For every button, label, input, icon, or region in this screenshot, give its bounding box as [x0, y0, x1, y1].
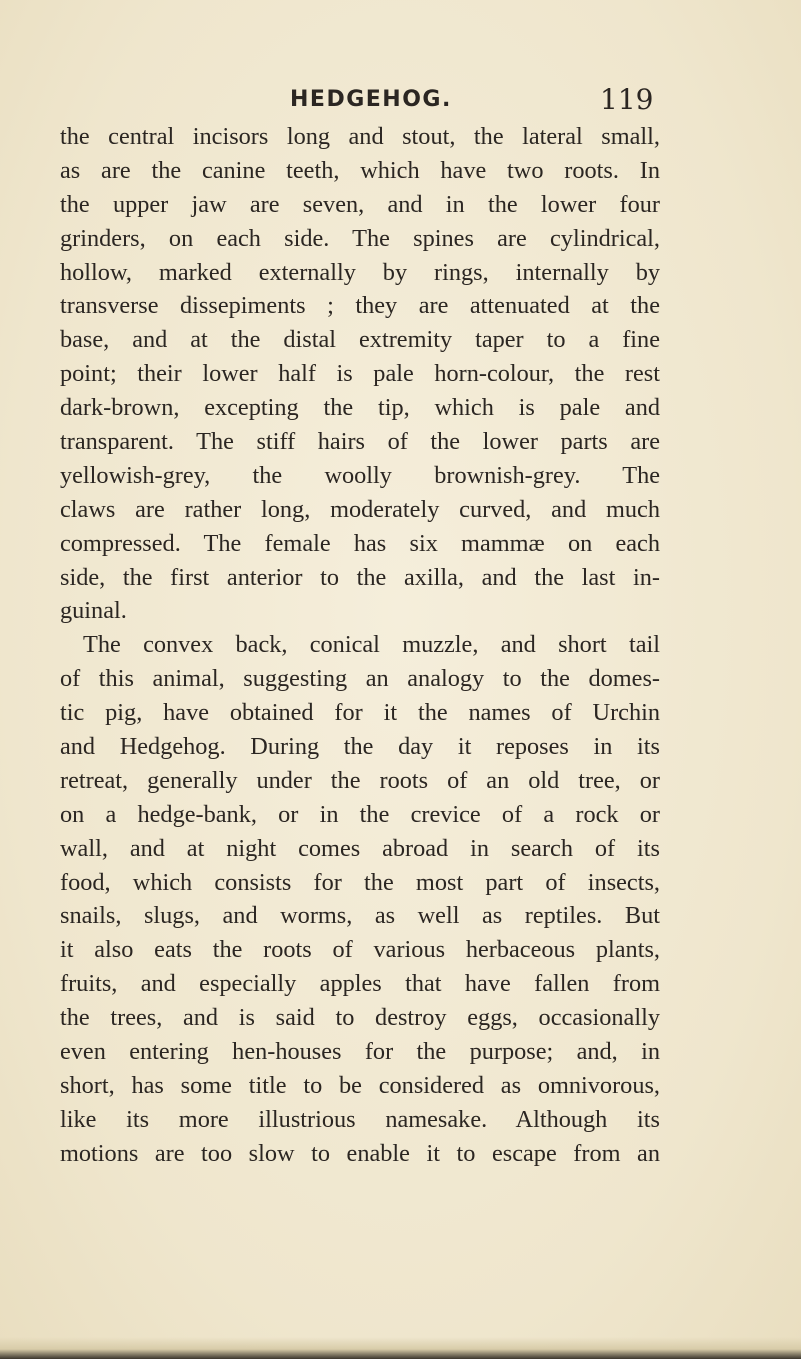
text-line: yellowish-grey, the woolly brownish-grey. The [60, 461, 660, 489]
text-line: like its more illustrious namesake. Although its [60, 1105, 660, 1133]
paragraph-start-line: The convex back, conical muzzle, and short tail [83, 631, 660, 659]
text-line: snails, slugs, and worms, as well as reptiles. But [60, 902, 660, 930]
text-line: the trees, and is said to destroy eggs, occasionally [60, 1004, 660, 1032]
text-line: the central incisors long and stout, the lateral small, [60, 123, 660, 150]
text-line: retreat, generally under the roots of an old tree, or [60, 766, 660, 794]
text-line: it also eats the roots of various herbaceous plants, [60, 936, 660, 964]
page-header [0, 80, 801, 120]
text-line: claws are rather long, moderately curved, and much [60, 495, 660, 523]
text-line: dark-brown, excepting the tip, which is pale and [60, 394, 660, 422]
body-text [60, 120, 660, 1171]
text-line: as are the canine teeth, which have two roots. In [60, 156, 660, 184]
running-head: HEDGEHOG. [290, 87, 452, 112]
text-line: point; their lower half is pale horn-colour, the rest [60, 360, 660, 388]
text-line: food, which consists for the most part of insects, [60, 868, 660, 896]
text-line: guinal. [60, 597, 127, 625]
text-line: compressed. The female has six mammæ on each [60, 529, 660, 557]
page-number: 119 [600, 83, 654, 116]
text-line: wall, and at night comes abroad in search of its [60, 834, 660, 862]
text-line: motions are too slow to enable it to escape from an [60, 1139, 660, 1167]
text-line: fruits, and especially apples that have fallen from [60, 970, 660, 998]
text-line: grinders, on each side. The spines are cylindrical, [60, 224, 660, 252]
text-line: transparent. The stiff hairs of the lower parts are [60, 428, 660, 456]
text-line: transverse dissepiments ; they are attenuated at the [60, 292, 660, 320]
text-line: hollow, marked externally by rings, internally by [60, 258, 660, 286]
text-line: side, the first anterior to the axilla, and the last in- [60, 563, 660, 591]
text-line: of this animal, suggesting an analogy to the domes- [60, 665, 660, 693]
text-line: on a hedge-bank, or in the crevice of a rock or [60, 800, 660, 828]
page-bottom-edge [0, 1337, 801, 1359]
text-line: short, has some title to be considered as omnivorous, [60, 1071, 660, 1099]
text-line: base, and at the distal extremity taper to a fine [60, 326, 660, 354]
text-line: and Hedgehog. During the day it reposes in its [60, 733, 660, 761]
text-line: tic pig, have obtained for it the names of Urchin [60, 699, 660, 727]
text-line: even entering hen-houses for the purpose; and, in [60, 1038, 660, 1066]
text-line: the upper jaw are seven, and in the lower four [60, 190, 660, 218]
